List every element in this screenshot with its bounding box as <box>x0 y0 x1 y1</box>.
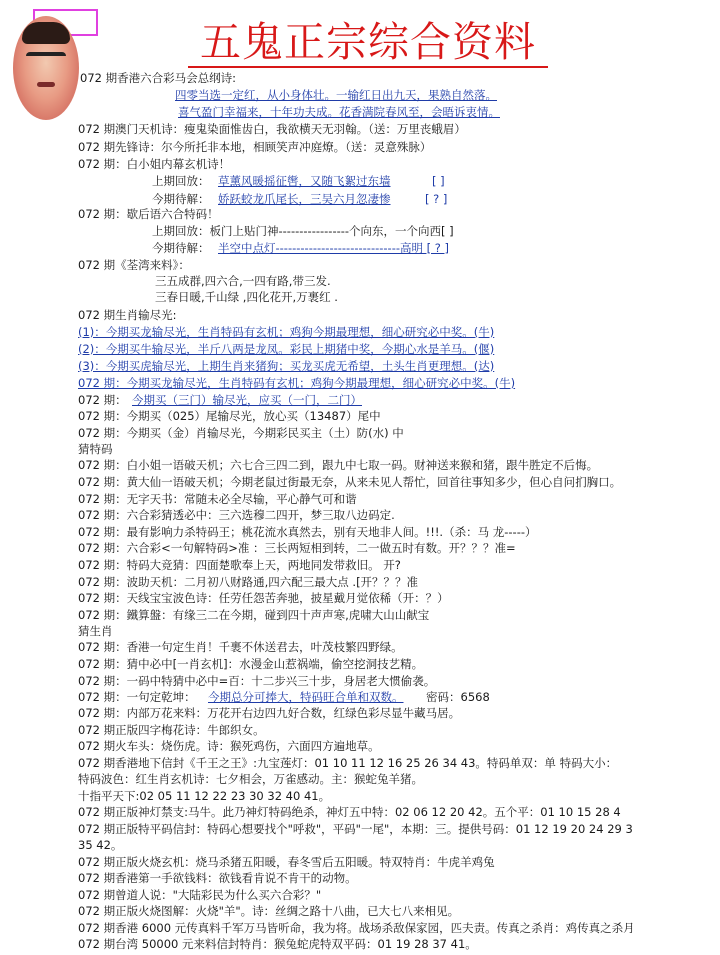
text-line: (3)：今期买虎输尽光，上期生肖来猪狗；买龙买虎无希望，土头生肖更理想。(达) <box>78 359 495 373</box>
text-line: 072 期：六合彩<一句解特码>准 ：三长两短相到转，二一做五时有数。开？？？准= <box>78 541 516 555</box>
text-line: 072 期香港第一手欲钱料：欲钱看肯说不肯干的动物。 <box>78 871 357 885</box>
text-line: 草薰风暖摇征辔，又随飞絮过东墙 <box>218 174 391 188</box>
text-line: 半空中点灯------------------------------高明 [ ? ] <box>218 241 450 255</box>
text-line: 072 期：猜中必中[一肖玄机]：水漫金山惹祸端，偷空挖洞技艺精。 <box>78 657 424 671</box>
text-line: 072 期生肖输尽光: <box>78 308 177 322</box>
text-line: 072 期：白小姐内幕玄机诗！ <box>78 157 231 171</box>
text-line: 072 期正版四字梅花诗：牛郎织女。 <box>78 723 265 737</box>
text-line: 上期回放： <box>152 174 210 188</box>
text-line: 上期回放：板门上贴门神-----------------个向东，一个向西[ ] <box>152 224 454 238</box>
text-line: 今期总分可捧大，特码旺合单和双数。 <box>208 690 404 704</box>
text-line: 072 期：香港一句定生肖！千裹不休送君去，叶茂枝繁四野绿。 <box>78 640 403 654</box>
text-line: [ ? ] <box>425 192 448 206</box>
text-line: 072 期曾道人说："大陆彩民为什么买六合彩？" <box>78 888 322 902</box>
text-line: 072 期：六合彩猜透必中：三六选穆二四开，梦三取八边码定. <box>78 508 395 522</box>
text-line: 072 期澳门天机诗：瘦鬼染面惟齿白，我欲横天无羽翰。（送：万里丧蛾眉） <box>78 122 466 136</box>
text-line: 072 期火车头：烧伤虎。诗：猴死鸡伤，六面四方遍地草。 <box>78 739 380 753</box>
text-line: 今期待解： <box>152 192 210 206</box>
text-line: [ ] <box>432 174 445 188</box>
page-title: 五鬼正宗综合资料 <box>188 18 548 68</box>
text-line: 072 期：最有影响力杀特码王；桃花流水真然去，别有天地非人间。!!!.（杀：马 龙-----） <box>78 525 537 539</box>
text-line: 今期买（三门）输尽光，应买（一门，二门） <box>132 393 362 407</box>
text-line: 072 期：今期买龙输尽光，生肖特码有玄机；鸡狗今期最理想，细心研究必中奖。(牛) <box>78 376 516 390</box>
text-line: 072 期：特码大竞猜：四面楚歌奉上天，两地同发带救旧。 开? <box>78 558 401 572</box>
text-line: 35 42。 <box>78 838 123 852</box>
text-line: 072 期香港 6000 元传真料千军万马皆听命，我为将。战场杀敌保家园，匹夫责。传真之杀肖：鸡传真之杀月 <box>78 921 635 935</box>
text-line: 072 期台湾 50000 元来料信封特肖：猴兔蛇虎特双平码：01 19 28 37 41。 <box>78 937 477 951</box>
avatar-mouth <box>37 82 55 87</box>
text-line: 猜生肖 <box>78 624 113 638</box>
text-line: 072 期香港地下信封《千王之王》:九宝莲灯：01 10 11 12 16 25 26 34 43。特码单双：单 特码大小： <box>78 756 618 770</box>
text-line: 三五成群,四六合,一四有路,带三发. <box>155 274 331 288</box>
text-line: 072 期：今期买（金）肖输尽光，今期彩民买主（土）防(水) 中 <box>78 426 404 440</box>
text-line: 072 期香港六合彩马会总纲诗: <box>80 71 236 85</box>
text-line: 喜气盈门幸福来，十年功夫成。花香满院春风至，会晤诉衷情。 <box>178 105 500 119</box>
text-line: 072 期：一句定乾坤： <box>78 690 196 704</box>
text-line: 三春日暖,千山绿 ,四化花开,万裹红 . <box>155 290 338 304</box>
text-line: 072 期先锋诗：尔今所托非本地，相顾笑声冲庭燎。（送：灵意殊脉） <box>78 140 432 154</box>
text-line: 密码：6568 <box>426 690 490 704</box>
text-line: 娇跃蛟龙爪尾长，三吴六月忽凄惨 <box>218 192 391 206</box>
text-line: 十指平天下:02 05 11 12 22 23 30 32 40 41。 <box>78 789 331 803</box>
text-line: (2)：今期买牛输尽光，半斤八两是龙凤。彩民上期猪中奖，今期心水是羊马。(偃) <box>78 342 495 356</box>
text-line: 072 期正版特平码信封：特码心想要找个"呼救"，平码"一尾"，本期：三。提供号码：01 12 19 20 24 29 3 <box>78 822 633 836</box>
text-line: 072 期正版火烧图解：火烧"羊"。诗：丝绸之路十八曲，已大七八来相见。 <box>78 904 460 918</box>
text-line: 072 期正版火烧玄机：烧马杀猪五阳暖，春冬雪后五阳暖。特双特肖：牛虎羊鸡兔 <box>78 855 495 869</box>
text-line: 072 期：鐵算盤：有缘三二在今期，碰到四十声声寒,虎啸大山山献宝 <box>78 608 430 622</box>
text-line: 今期待解： <box>152 241 210 255</box>
text-line: 072 期：内部万花来料：万花开右边四九好合数，红绿色彩尽显牛藏马居。 <box>78 706 461 720</box>
text-line: 072 期正版神灯禁支:马牛。此乃神灯特码绝杀，神灯五中特：02 06 12 20 42。五个平：01 10 15 28 4 <box>78 805 621 819</box>
text-line: 072 期：波助天机：二月初八财路通,四六配三最大点 .[开？？？准 <box>78 575 419 589</box>
text-line: 072 期：一码中特猜中必中=百：十二步兴三十步，身居老大惯偷袭。 <box>78 674 436 688</box>
text-line: 072 期：歇后语六合特码！ <box>78 207 219 221</box>
text-line: 072 期：天线宝宝波色诗：任劳任怨苦奔驰，披星戴月觉依稀（开：？） <box>78 591 449 605</box>
text-line: 072 期《荃湾来料》： <box>78 258 190 272</box>
text-line: 072 期： <box>78 393 127 407</box>
text-line: (1)：今期买龙输尽光，生肖特码有玄机；鸡狗今期最理想，细心研究必中奖。(牛) <box>78 325 495 339</box>
text-line: 072 期：白小姐一语破天机；六七合三四二到，跟九中七取一码。财神送来猴和猪，跟牛胜定不后悔。 <box>78 458 599 472</box>
text-line: 特码波色：红生肖玄机诗：七夕相会，万雀感动。主：猴蛇兔羊猪。 <box>78 772 423 786</box>
text-line: 猜特码 <box>78 442 113 456</box>
avatar <box>13 16 79 120</box>
text-line: 四零当选一定红，从小身体壮。一输红日出九天，果熟自然落。 <box>175 88 497 102</box>
avatar-hair <box>22 22 70 44</box>
text-line: 072 期：无字天书：常随未必全尽输，平心静气可和谐 <box>78 492 357 506</box>
text-line: 072 期：今期买（025）尾输尽光，放心买（13487）尾中 <box>78 409 381 423</box>
text-line: 072 期：黄大仙一语破天机；今期老鼠过街最无奈，从来未见人帮忙，回首往事知多少，但心自问扪胸口。 <box>78 475 622 489</box>
avatar-glasses <box>26 52 66 66</box>
